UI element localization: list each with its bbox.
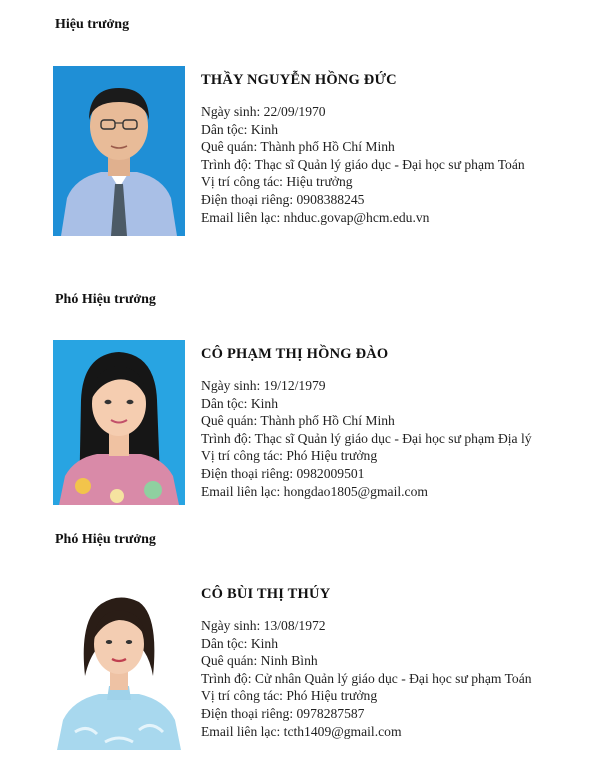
ethnicity: Dân tộc: Kinh	[201, 635, 279, 651]
portrait-photo-man	[53, 66, 185, 236]
section-title-principal: Hiệu trưởng	[55, 17, 130, 32]
email: Email liên lạc: nhduc.govap@hcm.edu.vn	[201, 209, 430, 225]
staff-name: THẦY NGUYỄN HỒNG ĐỨC	[201, 72, 397, 88]
qualification: Trình độ: Thạc sĩ Quản lý giáo dục - Đại học sư phạm Toán	[201, 156, 525, 172]
phone: Điện thoại riêng: 0982009501	[201, 465, 365, 481]
hometown: Quê quán: Ninh Bình	[201, 653, 318, 669]
portrait-photo-woman-ao-dai	[53, 580, 185, 750]
position: Vị trí công tác: Phó Hiệu trưởng	[201, 688, 378, 704]
position: Vị trí công tác: Hiệu trưởng	[201, 174, 353, 190]
email: Email liên lạc: tcth1409@gmail.com	[201, 723, 402, 739]
phone: Điện thoại riêng: 0908388245	[201, 191, 365, 207]
birth-date: Ngày sinh: 22/09/1970	[201, 104, 326, 119]
hometown: Quê quán: Thành phố Hồ Chí Minh	[201, 139, 395, 155]
qualification: Trình độ: Cử nhân Quản lý giáo dục - Đại học sư phạm Toán	[201, 670, 532, 686]
portrait-woman-long-hair-icon	[53, 340, 185, 505]
ethnicity: Dân tộc: Kinh	[201, 395, 279, 411]
hometown: Quê quán: Thành phố Hồ Chí Minh	[201, 413, 395, 429]
ethnicity: Dân tộc: Kinh	[201, 121, 279, 137]
birth-date: Ngày sinh: 13/08/1972	[201, 618, 326, 633]
section-title-vice-principal-1: Phó Hiệu trưởng	[55, 292, 156, 307]
staff-name: CÔ BÙI THỊ THÚY	[201, 586, 331, 602]
staff-info	[201, 346, 591, 500]
section-title-vice-principal-2: Phó Hiệu trưởng	[55, 532, 156, 547]
phone: Điện thoại riêng: 0978287587	[201, 705, 365, 721]
qualification: Trình độ: Thạc sĩ Quản lý giáo dục - Đại học sư phạm Địa lý	[201, 430, 532, 446]
portrait-woman-ao-dai-icon	[53, 580, 185, 750]
portrait-photo-woman	[53, 340, 185, 505]
birth-date: Ngày sinh: 19/12/1979	[201, 378, 326, 393]
staff-name: CÔ PHẠM THỊ HỒNG ĐÀO	[201, 346, 389, 362]
staff-info	[201, 72, 591, 226]
email: Email liên lạc: hongdao1805@gmail.com	[201, 483, 428, 499]
portrait-man-icon	[53, 66, 185, 236]
position: Vị trí công tác: Phó Hiệu trưởng	[201, 448, 378, 464]
staff-info	[201, 586, 591, 740]
